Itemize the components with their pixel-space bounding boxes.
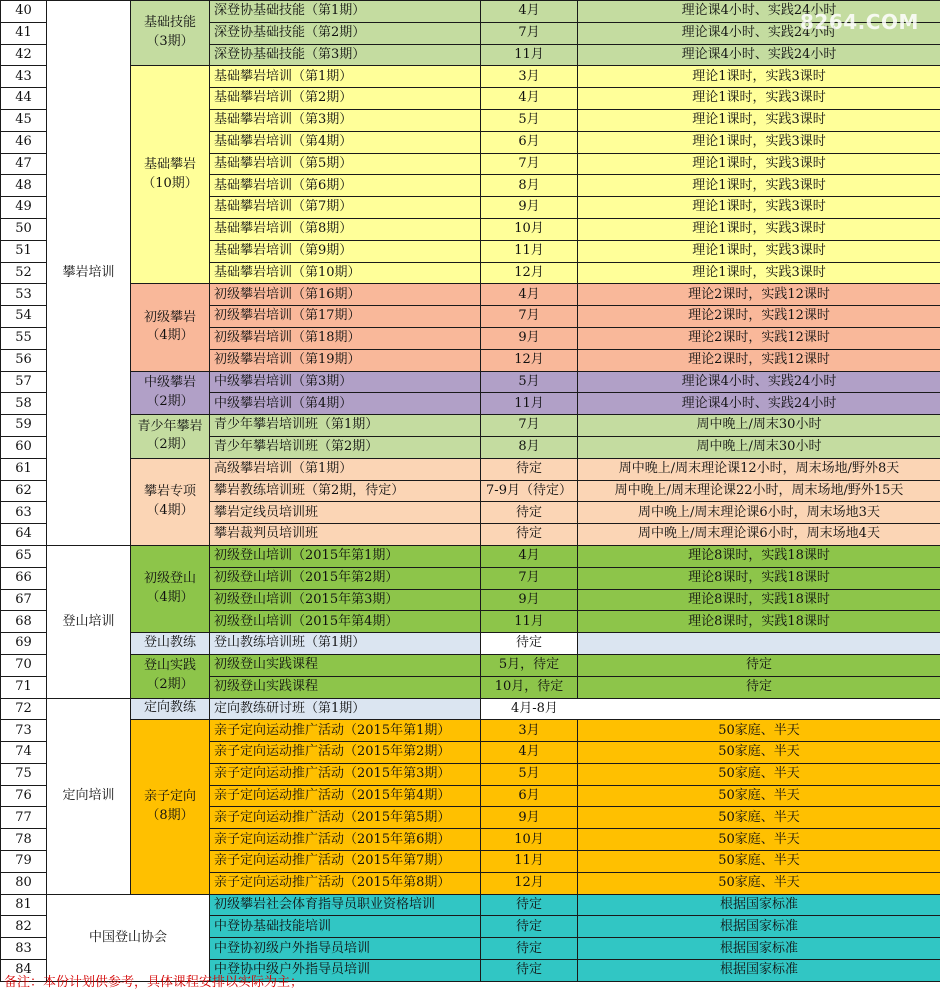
group-cell <box>131 698 210 720</box>
course-month: 3月 <box>481 66 578 88</box>
table-row <box>1 371 940 393</box>
course-month: 待定 <box>481 458 578 480</box>
course-hours: 根据国家标准 <box>578 960 940 982</box>
course-hours: 50家庭、半天 <box>578 763 940 785</box>
row-number: 45 <box>1 109 47 131</box>
course-hours: 理论8课时，实践18课时 <box>578 589 940 611</box>
course-name: 基础攀岩培训（第10期） <box>210 262 481 284</box>
course-month: 7月 <box>481 153 578 175</box>
row-number: 68 <box>1 611 47 633</box>
course-hours: 周中晚上/周末理论课12小时，周末场地/野外8天 <box>578 458 940 480</box>
row-number: 79 <box>1 851 47 873</box>
course-name: 初级攀岩培训（第18期） <box>210 327 481 349</box>
course-hours: 50家庭、半天 <box>578 872 940 894</box>
row-number: 74 <box>1 742 47 764</box>
course-hours: 待定 <box>578 676 940 698</box>
course-hours: 根据国家标准 <box>578 938 940 960</box>
group-title: 中级攀岩 <box>143 375 196 390</box>
table-body <box>1 1 940 982</box>
course-month: 7月 <box>481 567 578 589</box>
course-month: 12月 <box>481 262 578 284</box>
group-cell <box>131 1 210 66</box>
course-hours: 理论课4小时、实践24小时 <box>578 393 940 415</box>
course-hours: 理论8课时，实践18课时 <box>578 545 940 567</box>
course-name: 亲子定向运动推广活动（2015年第2期） <box>210 742 481 764</box>
course-month: 待定 <box>481 960 578 982</box>
group-count: （4期） <box>146 502 194 518</box>
row-number: 56 <box>1 349 47 371</box>
row-number: 50 <box>1 218 47 240</box>
group-count: （2期） <box>146 393 194 409</box>
row-number: 80 <box>1 872 47 894</box>
course-month: 7月 <box>481 415 578 437</box>
row-number: 82 <box>1 916 47 938</box>
group-title: 基础攀岩 <box>143 157 196 173</box>
course-hours: 理论1课时，实践3课时 <box>578 197 940 219</box>
course-hours: 理论2课时，实践12课时 <box>578 284 940 306</box>
watermark: 8264.COM <box>800 10 919 34</box>
table-row <box>1 894 940 916</box>
group-count: （2期） <box>146 437 194 453</box>
course-month: 9月 <box>481 327 578 349</box>
course-month: 9月 <box>481 589 578 611</box>
course-month: 4月 <box>481 1 578 23</box>
group-title: 亲子定向 <box>143 789 196 805</box>
group-count: （8期） <box>146 807 194 823</box>
row-number: 43 <box>1 66 47 88</box>
course-month: 7月 <box>481 306 578 328</box>
course-name: 初级攀岩社会体育指导员职业资格培训 <box>210 894 481 916</box>
row-number: 84 <box>1 960 47 982</box>
course-hours: 理论课4小时、实践24小时 <box>578 1 940 23</box>
course-name: 攀岩定线员培训班 <box>210 502 481 524</box>
course-month: 待定 <box>481 938 578 960</box>
course-name: 中级攀岩培训（第4期） <box>210 393 481 415</box>
row-number: 69 <box>1 633 47 655</box>
group-title: 登山教练 <box>143 635 196 651</box>
course-hours: 理论课4小时、实践24小时 <box>578 22 940 44</box>
group-title: 初级登山 <box>143 571 196 587</box>
table-row <box>1 633 940 655</box>
course-month: 5月，待定 <box>481 654 578 676</box>
course-name: 亲子定向运动推广活动（2015年第6期） <box>210 829 481 851</box>
row-number: 83 <box>1 938 47 960</box>
course-hours: 理论课4小时、实践24小时 <box>578 44 940 66</box>
row-number: 55 <box>1 327 47 349</box>
course-name: 基础攀岩培训（第8期） <box>210 218 481 240</box>
course-month: 11月 <box>481 611 578 633</box>
group-cell <box>131 371 210 415</box>
group-cell <box>131 415 210 459</box>
course-name: 基础攀岩培训（第7期） <box>210 197 481 219</box>
course-name: 基础攀岩培训（第1期） <box>210 66 481 88</box>
course-month: 5月 <box>481 763 578 785</box>
course-hours: 理论1课时，实践3课时 <box>578 153 940 175</box>
course-hours: 理论1课时，实践3课时 <box>578 131 940 153</box>
course-hours: 理论1课时，实践3课时 <box>578 240 940 262</box>
course-name: 青少年攀岩培训班（第1期） <box>210 415 481 437</box>
course-name: 登山教练培训班（第1期） <box>210 633 481 655</box>
course-name: 初级攀岩培训（第16期） <box>210 284 481 306</box>
course-name: 亲子定向运动推广活动（2015年第1期） <box>210 720 481 742</box>
table-row <box>1 66 940 88</box>
course-hours: 周中晚上/周末理论课6小时，周末场地3天 <box>578 502 940 524</box>
course-hours: 50家庭、半天 <box>578 851 940 873</box>
row-number: 62 <box>1 480 47 502</box>
course-hours: 待定 <box>578 654 940 676</box>
table-row <box>1 458 940 480</box>
course-name: 初级登山实践课程 <box>210 676 481 698</box>
row-number: 41 <box>1 22 47 44</box>
table-row <box>1 654 940 676</box>
course-hours: 理论1课时，实践3课时 <box>578 109 940 131</box>
row-number: 65 <box>1 545 47 567</box>
course-hours: 理论1课时，实践3课时 <box>578 66 940 88</box>
course-hours: 理论1课时，实践3课时 <box>578 175 940 197</box>
course-name: 亲子定向运动推广活动（2015年第5期） <box>210 807 481 829</box>
course-name: 深登协基础技能（第2期） <box>210 22 481 44</box>
course-month: 6月 <box>481 785 578 807</box>
group-count: （3期） <box>146 34 194 50</box>
course-name: 中登协中级户外指导员培训 <box>210 960 481 982</box>
course-name: 初级登山培训（2015年第3期） <box>210 589 481 611</box>
course-name: 基础攀岩培训（第3期） <box>210 109 481 131</box>
table-row <box>1 698 940 720</box>
row-number: 57 <box>1 371 47 393</box>
row-number: 76 <box>1 785 47 807</box>
course-name: 定向教练研讨班（第1期） <box>210 698 481 720</box>
course-hours: 50家庭、半天 <box>578 785 940 807</box>
row-number: 53 <box>1 284 47 306</box>
course-hours: 周中晚上/周末理论课6小时，周末场地4天 <box>578 524 940 546</box>
row-number: 77 <box>1 807 47 829</box>
course-name: 初级登山培训（2015年第2期） <box>210 567 481 589</box>
course-hours: 50家庭、半天 <box>578 742 940 764</box>
course-hours: 周中晚上/周末30小时 <box>578 436 940 458</box>
course-hours: 50家庭、半天 <box>578 829 940 851</box>
table-row <box>1 545 940 567</box>
course-month: 待定 <box>481 524 578 546</box>
course-month: 11月 <box>481 240 578 262</box>
table-row <box>1 720 940 742</box>
course-name: 初级攀岩培训（第17期） <box>210 306 481 328</box>
course-name: 基础攀岩培训（第6期） <box>210 175 481 197</box>
course-name: 基础攀岩培训（第4期） <box>210 131 481 153</box>
course-month: 4月 <box>481 742 578 764</box>
row-number: 46 <box>1 131 47 153</box>
course-month: 4月 <box>481 284 578 306</box>
course-month: 12月 <box>481 872 578 894</box>
row-number: 48 <box>1 175 47 197</box>
course-name: 初级登山培训（2015年第4期） <box>210 611 481 633</box>
course-month: 10月 <box>481 218 578 240</box>
course-name: 基础攀岩培训（第9期） <box>210 240 481 262</box>
course-hours: 理论1课时，实践3课时 <box>578 218 940 240</box>
row-number: 70 <box>1 654 47 676</box>
row-number: 60 <box>1 436 47 458</box>
course-name: 初级攀岩培训（第19期） <box>210 349 481 371</box>
course-hours: 理论2课时，实践12课时 <box>578 306 940 328</box>
course-name: 亲子定向运动推广活动（2015年第8期） <box>210 872 481 894</box>
group-count: （4期） <box>146 590 194 606</box>
course-hours: 根据国家标准 <box>578 916 940 938</box>
course-name: 攀岩教练培训班（第2期，待定） <box>210 480 481 502</box>
course-month: 11月 <box>481 44 578 66</box>
course-hours: 理论8课时，实践18课时 <box>578 567 940 589</box>
course-month: 12月 <box>481 349 578 371</box>
group-title: 青少年攀岩 <box>137 418 203 434</box>
row-number: 72 <box>1 698 47 720</box>
course-hours: 理论1课时，实践3课时 <box>578 88 940 110</box>
course-month: 9月 <box>481 807 578 829</box>
category-cell: 中国登山协会 <box>47 894 210 981</box>
course-hours: 理论课4小时、实践24小时 <box>578 371 940 393</box>
course-hours <box>578 633 940 655</box>
course-month: 待定 <box>481 633 578 655</box>
row-number: 42 <box>1 44 47 66</box>
group-cell <box>131 720 210 894</box>
course-hours: 理论2课时，实践12课时 <box>578 349 940 371</box>
row-number: 64 <box>1 524 47 546</box>
course-name: 中级攀岩培训（第3期） <box>210 371 481 393</box>
course-name: 亲子定向运动推广活动（2015年第3期） <box>210 763 481 785</box>
row-number: 71 <box>1 676 47 698</box>
row-number: 78 <box>1 829 47 851</box>
table-row <box>1 415 940 437</box>
course-month: 待定 <box>481 894 578 916</box>
course-name: 深登协基础技能（第1期） <box>210 1 481 23</box>
course-month: 5月 <box>481 371 578 393</box>
course-hours: 理论1课时，实践3课时 <box>578 262 940 284</box>
group-title: 定向教练 <box>143 700 196 716</box>
course-month: 8月 <box>481 175 578 197</box>
course-name: 亲子定向运动推广活动（2015年第4期） <box>210 785 481 807</box>
course-month: 3月 <box>481 720 578 742</box>
course-name: 青少年攀岩培训班（第2期） <box>210 436 481 458</box>
course-month: 待定 <box>481 916 578 938</box>
course-hours: 周中晚上/周末理论课22小时，周末场地/野外15天 <box>578 480 940 502</box>
group-cell <box>131 633 210 655</box>
course-name: 深登协基础技能（第3期） <box>210 44 481 66</box>
course-month: 待定 <box>481 502 578 524</box>
course-name: 基础攀岩培训（第2期） <box>210 88 481 110</box>
table-row <box>1 284 940 306</box>
group-count: （4期） <box>146 328 194 344</box>
course-name: 中登协基础技能培训 <box>210 916 481 938</box>
row-number: 81 <box>1 894 47 916</box>
category-cell: 攀岩培训 <box>47 1 131 546</box>
row-number: 52 <box>1 262 47 284</box>
row-number: 47 <box>1 153 47 175</box>
row-number: 54 <box>1 306 47 328</box>
course-hours: 周中晚上/周末30小时 <box>578 415 940 437</box>
category-cell: 定向培训 <box>47 698 131 894</box>
group-cell <box>131 654 210 698</box>
row-number: 51 <box>1 240 47 262</box>
course-name: 亲子定向运动推广活动（2015年第7期） <box>210 851 481 873</box>
row-number: 66 <box>1 567 47 589</box>
course-month: 9月 <box>481 197 578 219</box>
course-name: 初级登山培训（2015年第1期） <box>210 545 481 567</box>
course-hours: 理论2课时，实践12课时 <box>578 327 940 349</box>
group-title: 基础技能 <box>143 15 196 31</box>
course-name: 中登协初级户外指导员培训 <box>210 938 481 960</box>
course-month: 4月 <box>481 88 578 110</box>
course-month: 10月，待定 <box>481 676 578 698</box>
course-hours: 根据国家标准 <box>578 894 940 916</box>
course-month: 7月 <box>481 22 578 44</box>
group-title: 初级攀岩 <box>143 309 196 325</box>
group-cell <box>131 458 210 545</box>
footnote: 备注：本份计划供参考，具体课程安排以实际为主； <box>4 975 304 990</box>
row-number: 49 <box>1 197 47 219</box>
row-number: 63 <box>1 502 47 524</box>
course-month: 8月 <box>481 436 578 458</box>
category-cell: 登山培训 <box>47 545 131 698</box>
course-month: 6月 <box>481 131 578 153</box>
row-number: 73 <box>1 720 47 742</box>
course-month: 4月-8月 <box>481 698 940 720</box>
course-month: 10月 <box>481 829 578 851</box>
course-name: 初级登山实践课程 <box>210 654 481 676</box>
group-cell <box>131 66 210 284</box>
course-month: 11月 <box>481 851 578 873</box>
course-month: 7-9月（待定） <box>481 480 578 502</box>
group-title: 攀岩专项 <box>143 483 196 499</box>
group-title: 登山实践 <box>143 658 196 674</box>
course-hours: 50家庭、半天 <box>578 807 940 829</box>
course-hours: 理论8课时，实践18课时 <box>578 611 940 633</box>
row-number: 58 <box>1 393 47 415</box>
group-cell <box>131 284 210 371</box>
course-name: 基础攀岩培训（第5期） <box>210 153 481 175</box>
row-number: 75 <box>1 763 47 785</box>
row-number: 44 <box>1 88 47 110</box>
row-number: 59 <box>1 415 47 437</box>
course-month: 4月 <box>481 545 578 567</box>
course-month: 11月 <box>481 393 578 415</box>
group-cell <box>131 545 210 632</box>
row-number: 40 <box>1 1 47 23</box>
course-name: 攀岩裁判员培训班 <box>210 524 481 546</box>
group-count: （2期） <box>146 677 194 693</box>
course-month: 5月 <box>481 109 578 131</box>
course-hours: 50家庭、半天 <box>578 720 940 742</box>
row-number: 61 <box>1 458 47 480</box>
course-name: 高级攀岩培训（第1期） <box>210 458 481 480</box>
row-number: 67 <box>1 589 47 611</box>
group-count: （10期） <box>142 175 198 191</box>
